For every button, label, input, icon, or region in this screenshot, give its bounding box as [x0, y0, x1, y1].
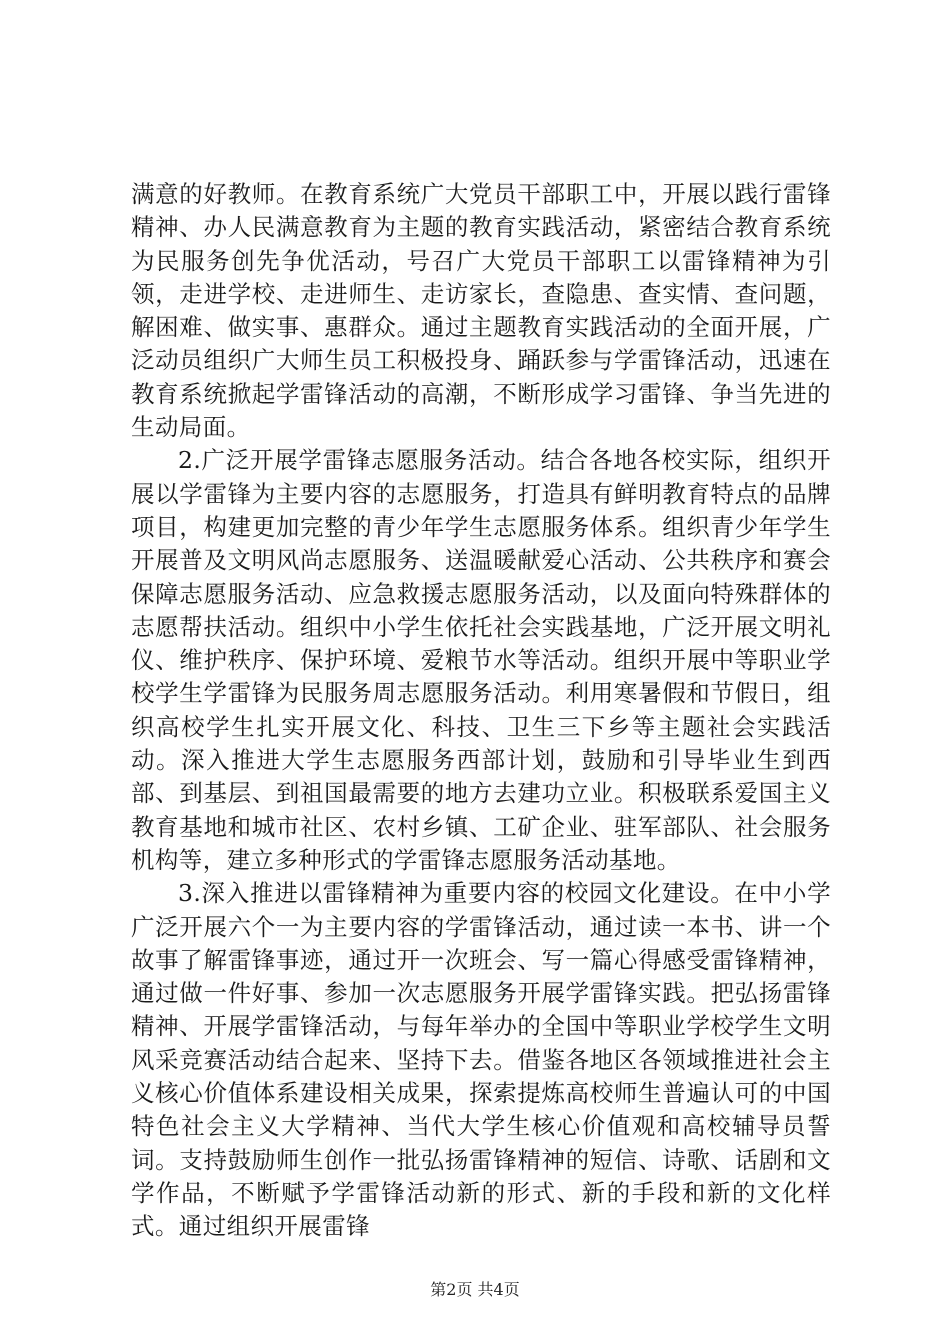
page-footer: 第2页 共4页	[430, 1280, 520, 1299]
paragraph-continuation: 满意的好教师。在教育系统广大党员干部职工中，开展以践行雷锋精神、办人民满意教育为主题的教育实践活动，紧密结合教育系统为民服务创先争优活动，号召广大党员干部职工以雷锋精神为引领，走进学校、走进师生、走访家长，查隐患、查实情、查问题，解困难、做实事、惠群众。通过主题教育实践活动的全面开展，广泛动员组织广大师生员工积极投身、踊跃参与学雷锋活动，迅速在教育系统掀起学雷锋活动的高潮，不断形成学习雷锋、争当先进的生动局面。	[131, 180, 831, 442]
paragraph-volunteer-service: 2.广泛开展学雷锋志愿服务活动。结合各地各校实际，组织开展以学雷锋为主要内容的志愿服务，打造具有鲜明教育特点的品牌项目，构建更加完整的青少年学生志愿服务体系。组织青少年学生开展普及文明风尚志愿服务、送温暖献爱心活动、公共秩序和赛会保障志愿服务活动、应急救援志愿服务活动，以及面向特殊群体的志愿帮扶活动。组织中小学生依托社会实践基地，广泛开展文明礼仪、维护秩序、保护环境、爱粮节水等活动。组织开展中等职业学校学生学雷锋为民服务周志愿服务活动。利用寒暑假和节假日，组织高校学生扎实开展文化、科技、卫生三下乡等主题社会实践活动。深入推进大学生志愿服务西部计划，鼓励和引导毕业生到西部、到基层、到祖国最需要的地方去建功立业。积极联系爱国主义教育基地和城市社区、农村乡镇、工矿企业、驻军部队、社会服务机构等，建立多种形式的学雷锋志愿服务活动基地。	[131, 446, 831, 874]
paragraph-campus-culture: 3.深入推进以雷锋精神为重要内容的校园文化建设。在中小学广泛开展六个一为主要内容的学雷锋活动，通过读一本书、讲一个故事了解雷锋事迹，通过开一次班会、写一篇心得感受雷锋精神，通过做一件好事、参加一次志愿服务开展学雷锋实践。把弘扬雷锋精神、开展学雷锋活动，与每年举办的全国中等职业学校学生文明风采竞赛活动结合起来、坚持下去。借鉴各地区各领域推进社会主义核心价值体系建设相关成果，探索提炼高校师生普遍认可的中国特色社会主义大学精神、当代大学生核心价值观和高校辅导员誓词。支持鼓励师生创作一批弘扬雷锋精神的短信、诗歌、话剧和文学作品，不断赋予学雷锋活动新的形式、新的手段和新的文化样式。通过组织开展雷锋	[131, 879, 831, 1241]
document-body	[131, 178, 831, 1244]
